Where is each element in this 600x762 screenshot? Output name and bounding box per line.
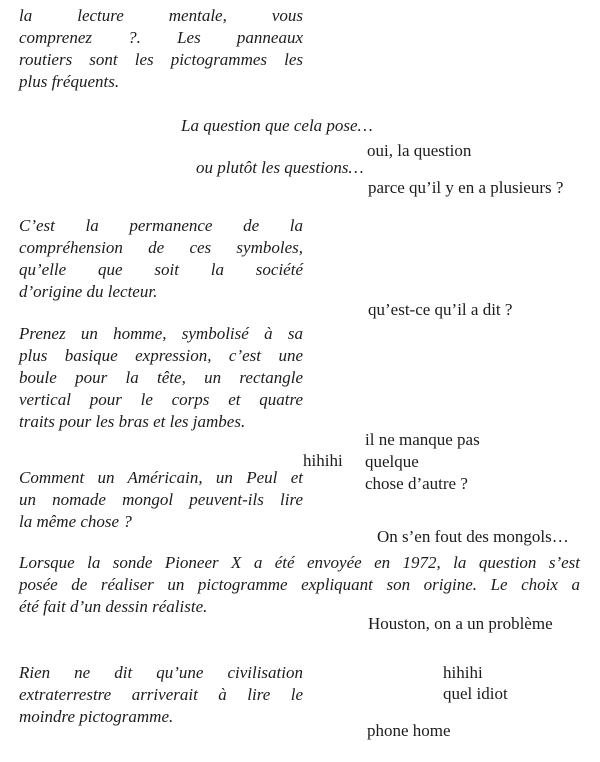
paragraph-lecture-mentale: la lecture mentale, vous comprenez ?. Les panneaux routiers sont les pictogrammes les plus fréquents.: [19, 6, 303, 91]
paragraph-civilisation-extraterrestre: Rien ne dit qu’une civilisation extraterrestre arriverait à lire le moindre pictogramme.: [19, 663, 303, 726]
margin-comment-hihihi-1: hihihi: [303, 451, 343, 470]
margin-comment-hihihi-2: hihihi: [443, 663, 483, 682]
margin-comment-mongols: On s’en fout des mongols…: [377, 527, 569, 546]
paragraph-sonde-pioneer: Lorsque la sonde Pioneer X a été envoyée en 1972, la question s’est posée de réaliser un pictogramme expliquant son origine. Le choix a été fait d’un dessin réaliste.: [19, 553, 580, 616]
interjection-plutot-les-questions: ou plutôt les questions…: [196, 158, 364, 177]
paragraph-permanence-symboles: C’est la permanence de la compréhension de ces symboles, qu’elle que soit la société d’origine du lecteur.: [19, 216, 303, 301]
paragraph-americain-peul-mongol: Comment un Américain, un Peul et un nomade mongol peuvent-ils lire la même chose ?: [19, 468, 303, 531]
margin-comment-houston: Houston, on a un problème: [368, 614, 553, 633]
interjection-la-question: La question que cela pose…: [181, 116, 373, 135]
margin-comment-phone-home: phone home: [367, 721, 451, 740]
margin-comment-oui-la-question: oui, la question: [367, 141, 472, 160]
margin-comment-quest-ce-quil-a-dit: qu’est-ce qu’il a dit ?: [368, 300, 513, 319]
margin-comment-il-ne-manque: il ne manque pas quelque chose d’autre ?: [365, 430, 480, 493]
margin-comment-plusieurs: parce qu’il y en a plusieurs ?: [368, 178, 564, 197]
margin-comment-quel-idiot: quel idiot: [443, 684, 508, 703]
paragraph-prenez-un-homme: Prenez un homme, symbolisé à sa plus basique expression, c’est une boule pour la tête, un rectangle vertical pour le corps et quatre traits pour les bras et les jambes.: [19, 324, 303, 431]
